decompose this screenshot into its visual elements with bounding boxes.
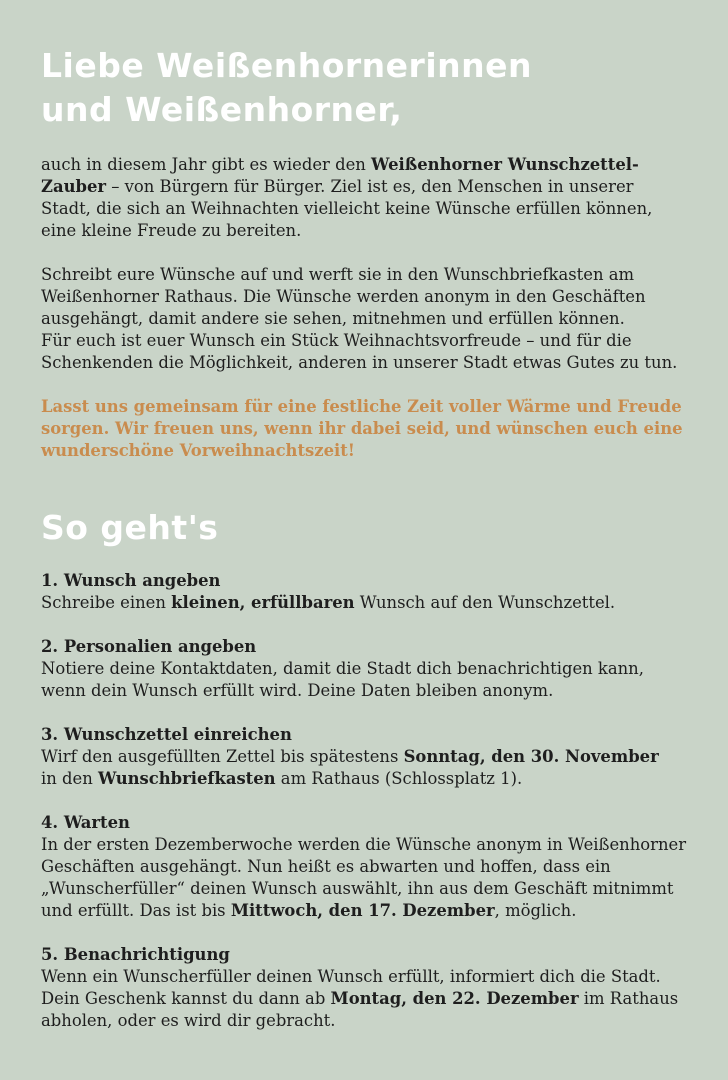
highlight-line: wunderschöne Vorweihnachtszeit! — [41, 441, 355, 460]
paragraph-line: Weißenhorner Rathaus. Die Wünsche werden anonym in den Geschäften — [41, 287, 646, 306]
step-text: am Rathaus (Schlossplatz 1). — [275, 769, 523, 788]
step-text: Wunsch auf den Wunschzettel. — [354, 593, 616, 612]
headline-line-2: und Weißenhorner, — [41, 90, 403, 129]
paragraph-line: Für euch ist euer Wunsch ein Stück Weihnachtsvorfreude – und für die — [41, 331, 632, 350]
instructions-paragraph — [41, 264, 728, 374]
step-title: 2. Personalien angeben — [41, 637, 257, 656]
intro-text: Stadt, die sich an Weihnachten vielleicht keine Wünsche erfüllen können, — [41, 199, 653, 218]
steps-list — [41, 570, 728, 1032]
step-text: In der ersten Dezemberwoche werden die Wünsche anonym in Weißenhorner — [41, 835, 687, 854]
step-title: 5. Benachrichtigung — [41, 945, 230, 964]
paragraph-line: Schenkenden die Möglichkeit, anderen in unserer Stadt etwas Gutes zu tun. — [41, 353, 678, 372]
headline-line-1: Liebe Weißenhornerinnen — [41, 46, 532, 85]
intro-bold-text: Weißenhorner Wunschzettel- — [371, 155, 639, 174]
step-text: Notiere deine Kontaktdaten, damit die Stadt dich benachrichtigen kann, — [41, 659, 644, 678]
step-bold-text: kleinen, erfüllbaren — [171, 593, 355, 612]
step-bold-text: Sonntag, den 30. November — [403, 747, 659, 766]
step-text: Wirf den ausgefüllten Zettel bis spätestens — [41, 747, 404, 766]
step-5 — [41, 944, 728, 1032]
headline — [41, 44, 728, 132]
step-text: abholen, oder es wird dir gebracht. — [41, 1011, 336, 1030]
step-1 — [41, 570, 728, 614]
paragraph-line: Schreibt eure Wünsche auf und werft sie in den Wunschbriefkasten am — [41, 265, 635, 284]
step-bold-text: Montag, den 22. Dezember — [330, 989, 579, 1008]
intro-text: auch in diesem Jahr gibt es wieder den — [41, 155, 372, 174]
intro-text: – von Bürgern für Bürger. Ziel ist es, den Menschen in unserer — [106, 177, 634, 196]
step-4 — [41, 812, 728, 922]
step-2 — [41, 636, 728, 702]
step-text: „Wunscherfüller“ deinen Wunsch auswählt, ihn aus dem Geschäft mitnimmt — [41, 879, 674, 898]
section-title: So geht's — [41, 508, 219, 547]
step-text: Geschäften ausgehängt. Nun heißt es abwarten und hoffen, dass ein — [41, 857, 611, 876]
step-text: Schreibe einen — [41, 593, 172, 612]
step-bold-text: Wunschbriefkasten — [97, 769, 276, 788]
step-title: 3. Wunschzettel einreichen — [41, 725, 292, 744]
step-text: in den — [41, 769, 98, 788]
step-title: 1. Wunsch angeben — [41, 571, 221, 590]
step-title: 4. Warten — [41, 813, 130, 832]
intro-text: eine kleine Freude zu bereiten. — [41, 221, 302, 240]
highlight-line: Lasst uns gemeinsam für eine festliche Zeit voller Wärme und Freude — [41, 397, 682, 416]
highlight-paragraph — [41, 396, 728, 462]
step-text: , möglich. — [494, 901, 577, 920]
step-text: Dein Geschenk kannst du dann ab — [41, 989, 331, 1008]
intro-bold-text: Zauber — [41, 177, 107, 196]
step-text: wenn dein Wunsch erfüllt wird. Deine Daten bleiben anonym. — [41, 681, 554, 700]
step-bold-text: Mittwoch, den 17. Dezember — [230, 901, 495, 920]
step-text: Wenn ein Wunscherfüller deinen Wunsch erfüllt, informiert dich die Stadt. — [41, 967, 661, 986]
step-3 — [41, 724, 728, 790]
paragraph-line: ausgehängt, damit andere sie sehen, mitnehmen und erfüllen können. — [41, 309, 625, 328]
intro-paragraph — [41, 154, 728, 242]
highlight-line: sorgen. Wir freuen uns, wenn ihr dabei seid, und wünschen euch eine — [41, 419, 683, 438]
step-text: im Rathaus — [578, 989, 679, 1008]
step-text: und erfüllt. Das ist bis — [41, 901, 231, 920]
